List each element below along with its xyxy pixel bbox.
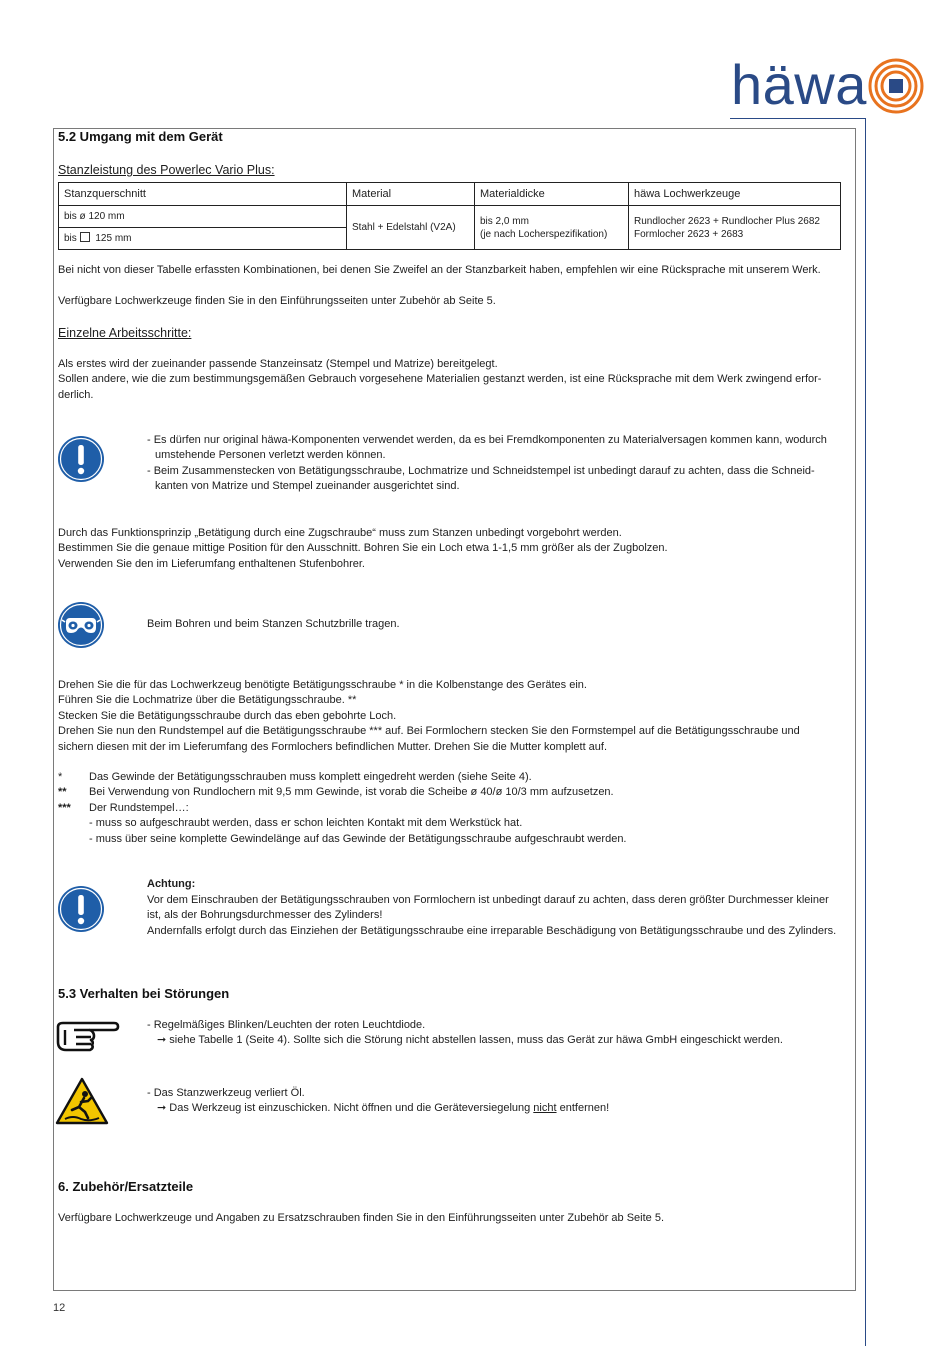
- tools-line-form: Formlocher 2623 + 2683: [634, 228, 744, 240]
- thickness-note: (je nach Locherspezifikation): [480, 228, 608, 240]
- table-header-material: Material: [347, 183, 475, 206]
- procedure-line: Stecken Sie die Betätigungsschraube durch das eben gebohrte Loch.: [58, 709, 397, 722]
- thickness-line: bis 2,0 mm: [480, 215, 529, 227]
- mandatory-action-icon: [57, 885, 105, 933]
- fault-led-action-text: siehe Tabelle 1 (Seite 4). Sollte sich die Störung nicht abstellen lassen, muss das Gerät zur häwa GmbH eingeschickt werden.: [169, 1034, 783, 1047]
- fault-oil: [147, 1086, 609, 1117]
- accessories-note: Verfügbare Lochwerkzeuge und Angaben zu Ersatzschrauben finden Sie in den Einführungsseiten unter Zubehör ab Seite 5.: [58, 1212, 665, 1224]
- procedure-line: Drehen Sie nun den Rundstempel auf die Betätigungsschraube *** auf. Bei Formlochern stecken Sie den Formstempel auf die Betätigungsschraube und: [58, 725, 800, 738]
- steps-intro-line: Sollen andere, wie die zum bestimmungsgemäßen Gebrauch vorgesehene Materialien gestanzt werden, ist eine Rücksprache mit dem Werk zwingend erfor-: [58, 373, 822, 386]
- cross-section-square-value: 125 mm: [95, 233, 132, 244]
- drilling-instructions: [58, 526, 668, 572]
- table-header-cross-section: Stanzquerschnitt: [59, 183, 347, 206]
- fault-oil-action: [147, 1101, 609, 1116]
- square-symbol-icon: [80, 232, 90, 242]
- tools-line-round: Rundlocher 2623 + Rundlocher Plus 2682: [634, 215, 820, 227]
- procedure-line: Drehen Sie die für das Lochwerkzeug benötigte Betätigungsschraube * in die Kolbenstange des Gerätes ein.: [58, 679, 587, 691]
- fault-led: [147, 1018, 783, 1049]
- fault-oil-action-pre: Das Werkzeug ist einzuschicken. Nicht öffnen und die Geräteversiegelung: [169, 1102, 534, 1115]
- tools-cell: [629, 206, 841, 250]
- warning-line: - Es dürfen nur original häwa-Komponenten verwendet werden, da es bei Fremdkomponenten zu Materialversagen kommen kann, wodurch: [147, 434, 827, 446]
- drilling-line: Bestimmen Sie die genaue mittige Position für den Ausschnitt. Bohren Sie ein Loch etwa 1-1,5 mm größer als der Zugbolzen.: [58, 542, 668, 555]
- thickness-cell: [475, 206, 629, 250]
- fault-led-text: - Regelmäßiges Blinken/Leuchten der roten Leuchtdiode.: [147, 1019, 426, 1031]
- footnote-text: Der Rundstempel…:: [89, 801, 189, 814]
- footnote-mark: **: [58, 786, 67, 799]
- warning-line: - Beim Zusammenstecken von Betätigungsschraube, Lochmatrize und Schneidstempel ist unbedingt darauf zu achten, dass die Schneid-: [147, 464, 815, 477]
- attention-title: Achtung:: [147, 878, 196, 890]
- slippery-floor-warning-icon: [55, 1077, 109, 1125]
- footnote-sub-text: - muss über seine komplette Gewindelänge auf das Gewinde der Betätigungsschraube aufgeschraubt werden.: [89, 832, 627, 845]
- drilling-line: Verwenden Sie den im Lieferumfang enthaltenen Stufenbohrer.: [58, 557, 365, 570]
- warning-line: umstehende Personen verletzt werden können.: [155, 449, 386, 462]
- steps-intro: [58, 357, 821, 403]
- safety-goggles-icon: [57, 601, 105, 649]
- footnote-text: Das Gewinde der Betätigungsschrauben muss komplett eingedreht werden (siehe Seite 4).: [89, 771, 532, 783]
- arrow-right-icon: ➞: [157, 1034, 170, 1047]
- steps-intro-line: derlich.: [58, 388, 94, 401]
- drilling-line: Durch das Funktionsprinzip „Betätigung durch eine Zugschraube“ muss zum Stanzen unbedingt vorgebohrt werden.: [58, 527, 622, 539]
- section-6-title: 6. Zubehör/Ersatzteile: [58, 1179, 194, 1194]
- section-52-title: 5.2 Umgang mit dem Gerät: [58, 129, 223, 144]
- section-53-title: 5.3 Verhalten bei Störungen: [58, 986, 230, 1001]
- logo-rule-horizontal: [730, 118, 866, 119]
- cross-section-round: bis ø 120 mm: [59, 206, 347, 228]
- table-header-row: [59, 183, 841, 206]
- steps-intro-line: Als erstes wird der zueinander passende Stanzeinsatz (Stempel und Matrize) bereitgelegt.: [58, 358, 498, 370]
- goggles-note: Beim Bohren und beim Stanzen Schutzbrille tragen.: [147, 618, 400, 630]
- arrow-right-icon: ➞: [157, 1102, 170, 1115]
- attention-text: [147, 893, 836, 939]
- combinations-note: Bei nicht von dieser Tabelle erfassten Kombinationen, bei denen Sie Zweifel an der Stanzbarkeit haben, empfehlen wir eine Rücksprache mit unserem Werk.: [58, 264, 821, 276]
- brand-logo-text: häwa: [731, 53, 867, 116]
- fault-oil-text: - Das Stanzwerkzeug verliert Öl.: [147, 1087, 305, 1099]
- procedure-steps: [58, 678, 800, 755]
- footnote-sub-text: - muss so aufgeschraubt werden, dass er schon leichten Kontakt mit dem Werkstück hat.: [89, 817, 523, 830]
- attention-line: Vor dem Einschrauben der Betätigungsschrauben von Formlochern ist unbedingt darauf zu achten, dass deren größter Durchmesser kleiner: [147, 894, 829, 906]
- table-header-thickness: Materialdicke: [475, 183, 629, 206]
- punching-performance-table: [58, 182, 841, 250]
- warning-line: kanten von Matrize und Stempel zueinander ausgerichtet sind.: [155, 480, 460, 493]
- attention-line: ist, als der Bohrungsdurchmesser des Zylinders!: [147, 909, 383, 922]
- procedure-line: sichern diesen mit der im Lieferumfang des Formlochers befindlichen Mutter. Drehen Sie die Mutter komplett auf.: [58, 740, 608, 753]
- table-header-tools: häwa Lochwerkzeuge: [629, 183, 841, 206]
- concentric-squares-logo-icon: [868, 58, 924, 114]
- fault-oil-action-emphasis: nicht: [533, 1102, 557, 1115]
- logo-rule-vertical: [865, 118, 866, 1346]
- warning-components: [147, 433, 827, 495]
- steps-subtitle: Einzelne Arbeitsschritte:: [58, 326, 192, 340]
- cross-section-square: [59, 228, 347, 250]
- tools-reference-note: Verfügbare Lochwerkzeuge finden Sie in den Einführungsseiten unter Zubehör ab Seite 5.: [58, 295, 496, 307]
- footnote-mark: ***: [58, 801, 71, 814]
- performance-subtitle: Stanzleistung des Powerlec Vario Plus:: [58, 163, 275, 177]
- procedure-line: Führen Sie die Lochmatrize über die Betätigungsschraube. **: [58, 694, 357, 707]
- attention-line: Andernfalls erfolgt durch das Einziehen der Betätigungsschraube eine irreparable Beschädigung von Betätigungsschraube und des Zylinders.: [147, 924, 837, 937]
- table-row: [59, 206, 841, 228]
- cross-section-square-prefix: bis: [64, 233, 77, 244]
- footnote-mark: *: [58, 771, 63, 783]
- mandatory-action-icon: [57, 435, 105, 483]
- pointing-hand-icon: [56, 1017, 120, 1053]
- material-cell: Stahl + Edelstahl (V2A): [347, 206, 475, 250]
- fault-led-action: [147, 1033, 783, 1048]
- brand-logo: [727, 53, 927, 120]
- page-number: 12: [53, 1302, 66, 1314]
- footnote-text: Bei Verwendung von Rundlochern mit 9,5 mm Gewinde, ist vorab die Scheibe ø 40/ø 10/3 mm aufzusetzen.: [89, 786, 614, 799]
- fault-oil-action-post: entfernen!: [556, 1102, 610, 1115]
